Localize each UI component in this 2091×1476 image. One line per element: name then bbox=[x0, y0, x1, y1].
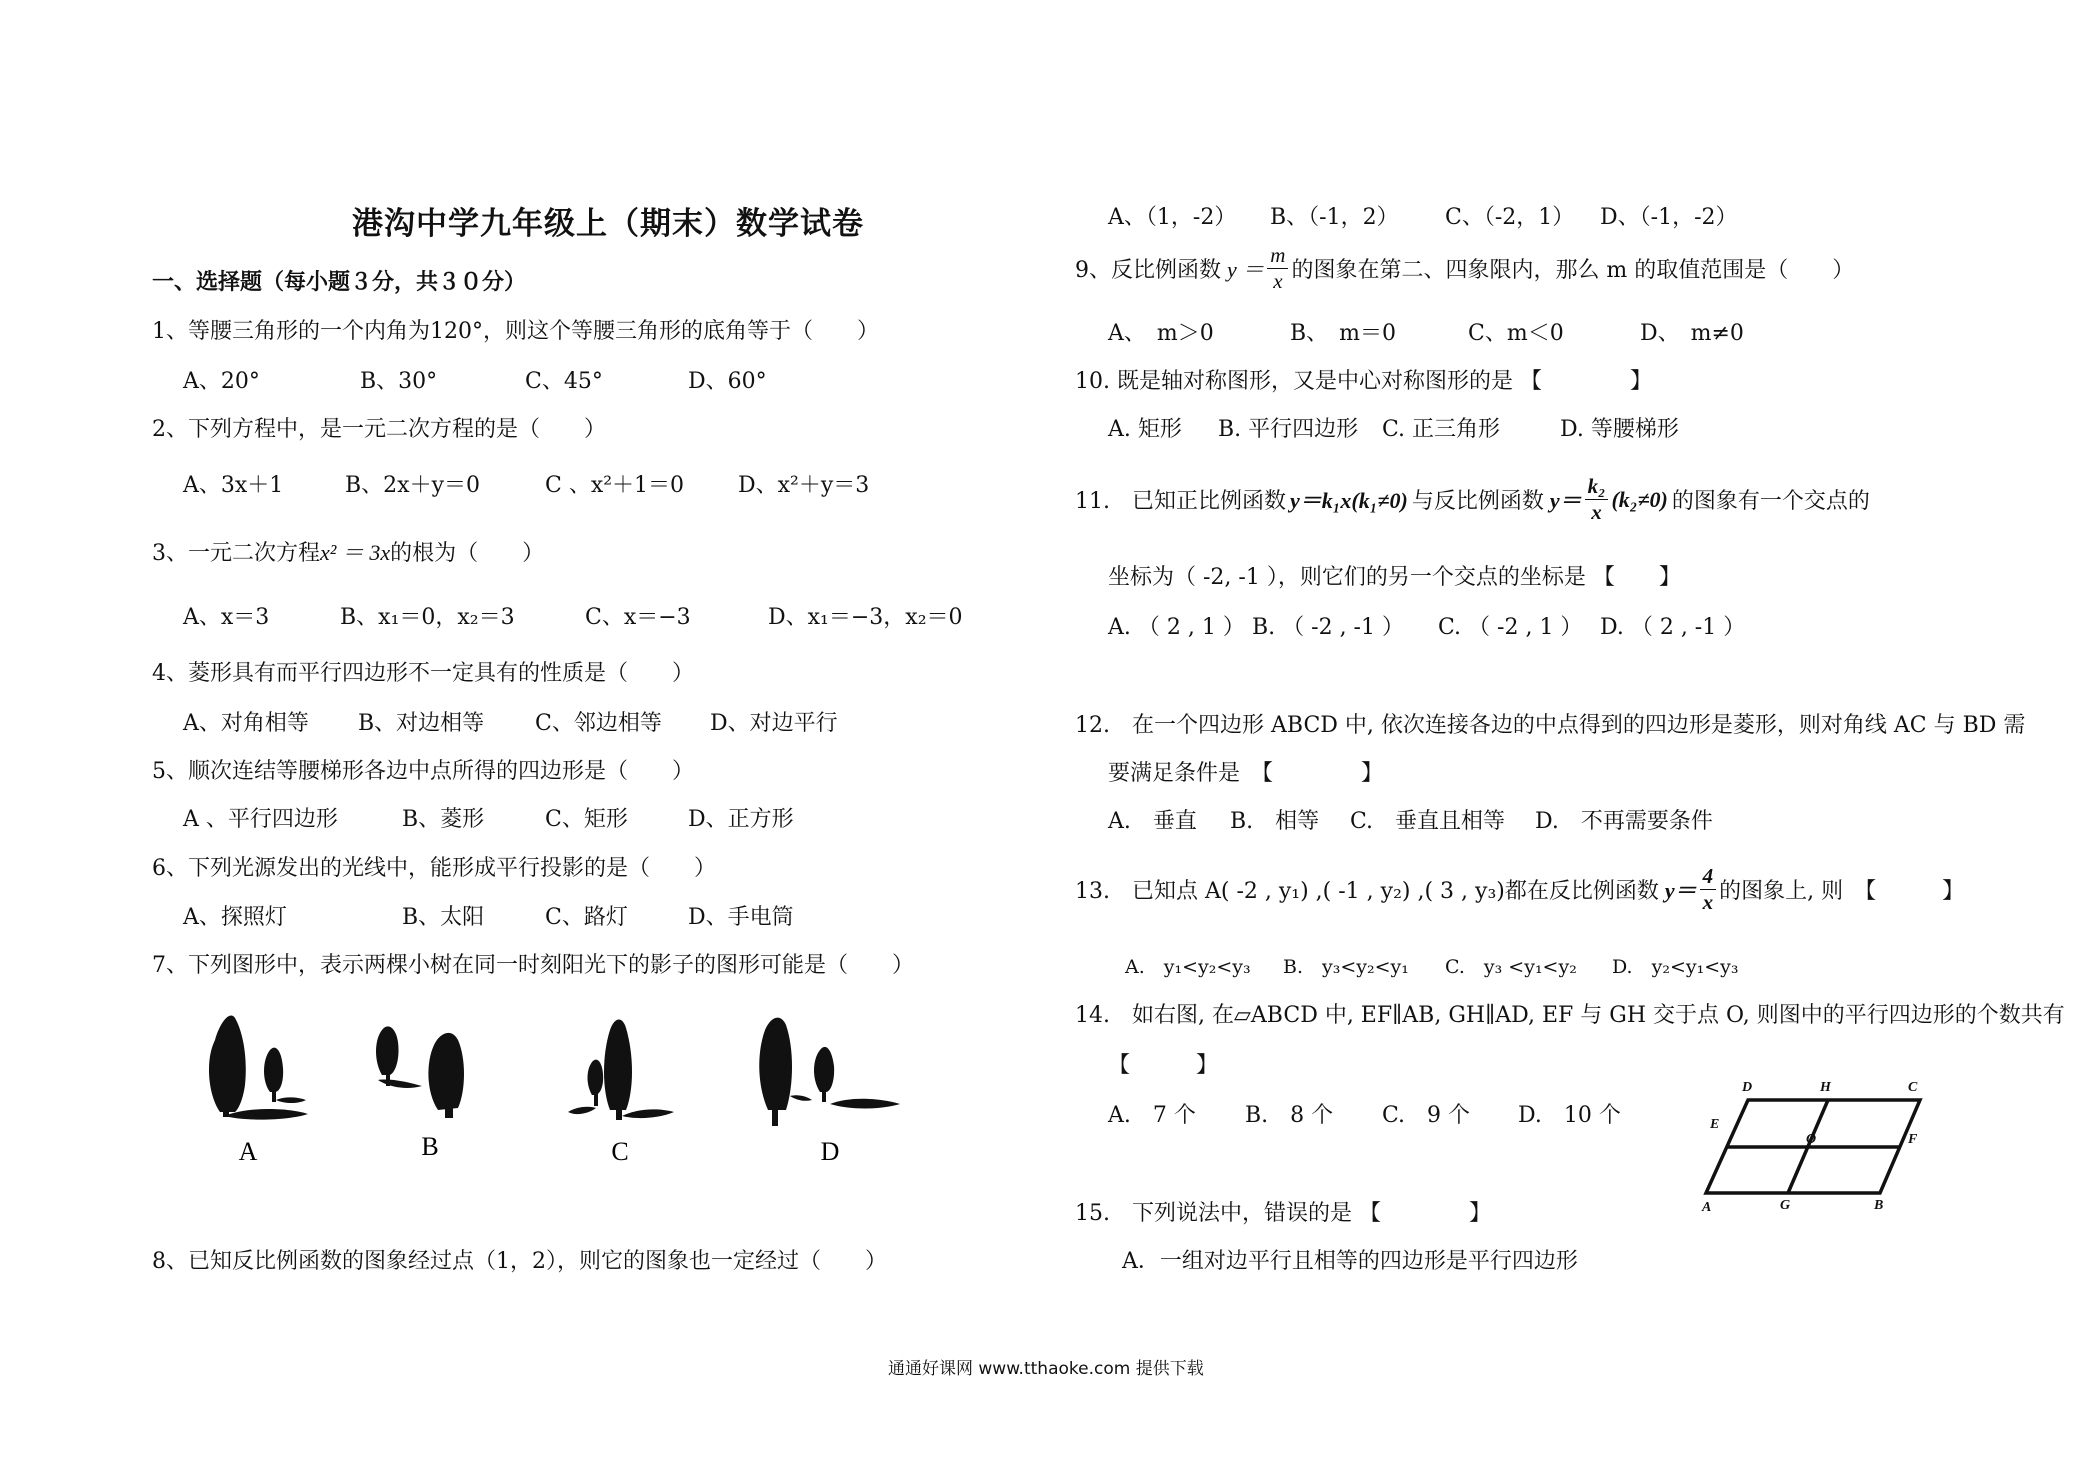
question-11-line-2: 坐标为（ -2, -1 ），则它们的另一个交点的坐标是 【 】 bbox=[1108, 565, 1681, 590]
question-11 bbox=[1075, 476, 1870, 523]
q13-fraction bbox=[1700, 866, 1717, 913]
q11-stem-suffix: 的图象有一个交点的 bbox=[1671, 489, 1870, 514]
question-13 bbox=[1075, 866, 1964, 913]
label-b: B bbox=[1874, 1198, 1884, 1213]
tree-figure-c bbox=[568, 1020, 674, 1166]
question-12-line-2: 要满足条件是 【 】 bbox=[1108, 761, 1384, 786]
question-1: 1、等腰三角形的一个内角为120°，则这个等腰三角形的底角等于（ ） bbox=[152, 319, 879, 344]
q13-option-d: D. y₂<y₁<y₃ bbox=[1612, 956, 1739, 978]
q11-denominator: x bbox=[1591, 500, 1602, 524]
q14-option-d: D. 10 个 bbox=[1518, 1103, 1621, 1128]
figure-label-c: C bbox=[611, 1137, 629, 1166]
figure-label-a: A bbox=[238, 1137, 258, 1166]
q13-stem-prefix: 13. 已知点 A( -2 , y₁) ,( -1 , y₂) ,( 3 , y₃)都在反比例函数 bbox=[1075, 879, 1659, 904]
q13-option-b: B. y₃<y₂<y₁ bbox=[1283, 956, 1409, 978]
q10-option-d: D. 等腰梯形 bbox=[1560, 417, 1679, 442]
q11-equation-1: y＝k₁x(k₁≠0) bbox=[1290, 488, 1408, 513]
figure-label-b: B bbox=[421, 1132, 439, 1161]
q3-option-d: D、x₁＝−3，x₂＝0 bbox=[768, 605, 963, 630]
question-6: 6、下列光源发出的光线中，能形成平行投影的是（ ） bbox=[152, 856, 716, 881]
footer-credit: 通通好课网 www.tthaoke.com 提供下载 bbox=[888, 1359, 1204, 1379]
q11-option-d: D. （ 2 , -1 ） bbox=[1600, 615, 1746, 640]
q9-option-b: B、 m＝0 bbox=[1290, 321, 1397, 346]
label-g: G bbox=[1780, 1198, 1791, 1213]
question-3 bbox=[152, 536, 544, 567]
q9-option-c: C、m＜0 bbox=[1468, 321, 1564, 346]
tree-figure-d bbox=[759, 1018, 900, 1166]
question-7: 7、下列图形中，表示两棵小树在同一时刻阳光下的影子的图形可能是（ ） bbox=[152, 953, 914, 978]
q14-option-c: C. 9 个 bbox=[1382, 1103, 1471, 1128]
label-c: C bbox=[1908, 1080, 1918, 1095]
question-12: 12. 在一个四边形 ABCD 中, 依次连接各边的中点得到的四边形是菱形，则对角线 AC 与 BD 需 bbox=[1075, 713, 2026, 738]
tree-shadow-figures bbox=[190, 1000, 920, 1180]
parallelogram-figure bbox=[1690, 1075, 1940, 1215]
section-heading: 一、选择题（每小题３分，共３０分） bbox=[152, 269, 527, 295]
q3-option-b: B、x₁＝0，x₂＝3 bbox=[340, 605, 515, 630]
q6-option-a: A、探照灯 bbox=[183, 905, 287, 930]
q4-option-b: B、对边相等 bbox=[358, 711, 485, 736]
q5-option-a: A 、平行四边形 bbox=[183, 807, 338, 832]
question-9 bbox=[1075, 245, 1854, 292]
q14-option-a: A. 7 个 bbox=[1108, 1103, 1196, 1128]
q12-option-d: D. 不再需要条件 bbox=[1535, 809, 1713, 834]
q12-option-c: C. 垂直且相等 bbox=[1350, 809, 1506, 834]
question-4: 4、菱形具有而平行四边形不一定具有的性质是（ ） bbox=[152, 661, 694, 686]
q5-option-b: B、菱形 bbox=[402, 807, 485, 832]
q9-numerator: m bbox=[1267, 245, 1288, 269]
q13-denominator: x bbox=[1702, 890, 1714, 914]
q3-option-c: C、x＝−3 bbox=[585, 605, 691, 630]
q11-option-b: B. （ -2 , -1 ） bbox=[1252, 615, 1404, 640]
label-d: D bbox=[1742, 1080, 1753, 1095]
label-o: O bbox=[1806, 1132, 1817, 1147]
q5-option-d: D、正方形 bbox=[688, 807, 794, 832]
q9-stem-suffix: 的图象在第二、四象限内，那么 m 的取值范围是（ ） bbox=[1291, 258, 1855, 283]
q9-fraction bbox=[1267, 245, 1288, 292]
label-f: F bbox=[1908, 1132, 1918, 1147]
q6-option-d: D、手电筒 bbox=[688, 905, 794, 930]
question-8: 8、已知反比例函数的图象经过点（1，2），则它的图象也一定经过（ ） bbox=[152, 1249, 887, 1274]
tree-figure-a bbox=[209, 1015, 308, 1166]
q1-option-b: B、30° bbox=[360, 369, 438, 394]
q5-option-c: C、矩形 bbox=[545, 807, 628, 832]
q1-option-d: D、60° bbox=[688, 369, 767, 394]
q9-y-equals: y ＝ bbox=[1227, 257, 1265, 282]
label-e: E bbox=[1710, 1117, 1720, 1132]
q13-numerator: 4 bbox=[1700, 866, 1717, 890]
label-h: H bbox=[1820, 1080, 1831, 1095]
question-2: 2、下列方程中，是一元二次方程的是（ ） bbox=[152, 417, 606, 442]
q9-option-d: D、 m≠0 bbox=[1640, 321, 1744, 346]
q13-option-a: A. y₁<y₂<y₃ bbox=[1125, 956, 1251, 978]
q3-stem-prefix: 3、一元二次方程 bbox=[152, 541, 320, 566]
q8-option-c: C、（-2，1） bbox=[1445, 205, 1575, 230]
q12-option-a: A. 垂直 bbox=[1108, 809, 1197, 834]
q10-option-c: C. 正三角形 bbox=[1382, 417, 1501, 442]
question-14-line-2: 【 】 bbox=[1108, 1053, 1219, 1078]
q11-y-equals: y＝ bbox=[1549, 488, 1582, 513]
q11-option-c: C. （ -2 , 1 ） bbox=[1438, 615, 1583, 640]
q11-stem-prefix: 11. 已知正比例函数 bbox=[1075, 489, 1286, 514]
q2-option-b: B、2x＋y＝0 bbox=[345, 473, 480, 498]
q1-option-a: A、20° bbox=[183, 369, 260, 394]
q1-option-c: C、45° bbox=[525, 369, 603, 394]
q6-option-c: C、路灯 bbox=[545, 905, 628, 930]
q3-option-a: A、x＝3 bbox=[183, 605, 270, 630]
q10-option-a: A. 矩形 bbox=[1108, 417, 1182, 442]
q13-stem-suffix: 的图象上, 则 【 】 bbox=[1719, 879, 1965, 904]
q13-y-equals: y＝ bbox=[1664, 878, 1697, 903]
question-14: 14. 如右图, 在▱ABCD 中, EF∥AB, GH∥AD, EF 与 GH 交于点 O, 则图中的平行四边形的个数共有 bbox=[1075, 1003, 2065, 1028]
q3-equation: x² ＝ 3x bbox=[320, 540, 391, 565]
q11-fraction bbox=[1585, 476, 1609, 523]
q4-option-a: A、对角相等 bbox=[183, 711, 309, 736]
question-10: 10. 既是轴对称图形，又是中心对称图形的是 【 】 bbox=[1075, 369, 1652, 394]
question-15: 15. 下列说法中，错误的是 【 】 bbox=[1075, 1201, 1491, 1226]
q15-option-a: A．一组对边平行且相等的四边形是平行四边形 bbox=[1122, 1249, 1578, 1274]
q14-option-b: B. 8 个 bbox=[1245, 1103, 1334, 1128]
q8-option-b: B、（-1，2） bbox=[1270, 205, 1399, 230]
q9-denominator: x bbox=[1273, 269, 1283, 293]
q2-option-a: A、3x＋1 bbox=[183, 473, 284, 498]
question-5: 5、顺次连结等腰梯形各边中点所得的四边形是（ ） bbox=[152, 759, 694, 784]
q10-option-b: B. 平行四边形 bbox=[1218, 417, 1359, 442]
q4-option-c: C、邻边相等 bbox=[535, 711, 662, 736]
page-title: 港沟中学九年级上（期末）数学试卷 bbox=[352, 206, 864, 242]
figure-label-d: D bbox=[820, 1137, 840, 1166]
q2-option-c: C 、x²＋1＝0 bbox=[545, 473, 685, 498]
label-a: A bbox=[1702, 1200, 1712, 1215]
q6-option-b: B、太阳 bbox=[402, 905, 485, 930]
q8-option-d: D、（-1，-2） bbox=[1600, 205, 1738, 230]
q2-option-d: D、x²＋y＝3 bbox=[738, 473, 870, 498]
q9-stem-prefix: 9、反比例函数 bbox=[1075, 258, 1221, 283]
tree-figure-b bbox=[376, 1026, 464, 1161]
q4-option-d: D、对边平行 bbox=[710, 711, 838, 736]
q13-option-c: C. y₃ <y₁<y₂ bbox=[1445, 956, 1577, 978]
q11-condition: (k₂≠0) bbox=[1611, 486, 1668, 512]
q11-option-a: A. （ 2 , 1 ） bbox=[1108, 615, 1245, 640]
q11-numerator: k₂ bbox=[1585, 476, 1609, 500]
q11-stem-mid: 与反比例函数 bbox=[1411, 489, 1544, 514]
q12-option-b: B. 相等 bbox=[1230, 809, 1320, 834]
q3-stem-suffix: 的根为（ ） bbox=[390, 541, 545, 566]
q8-option-a: A、（1，-2） bbox=[1108, 205, 1237, 230]
q9-option-a: A、 m＞0 bbox=[1108, 321, 1214, 346]
